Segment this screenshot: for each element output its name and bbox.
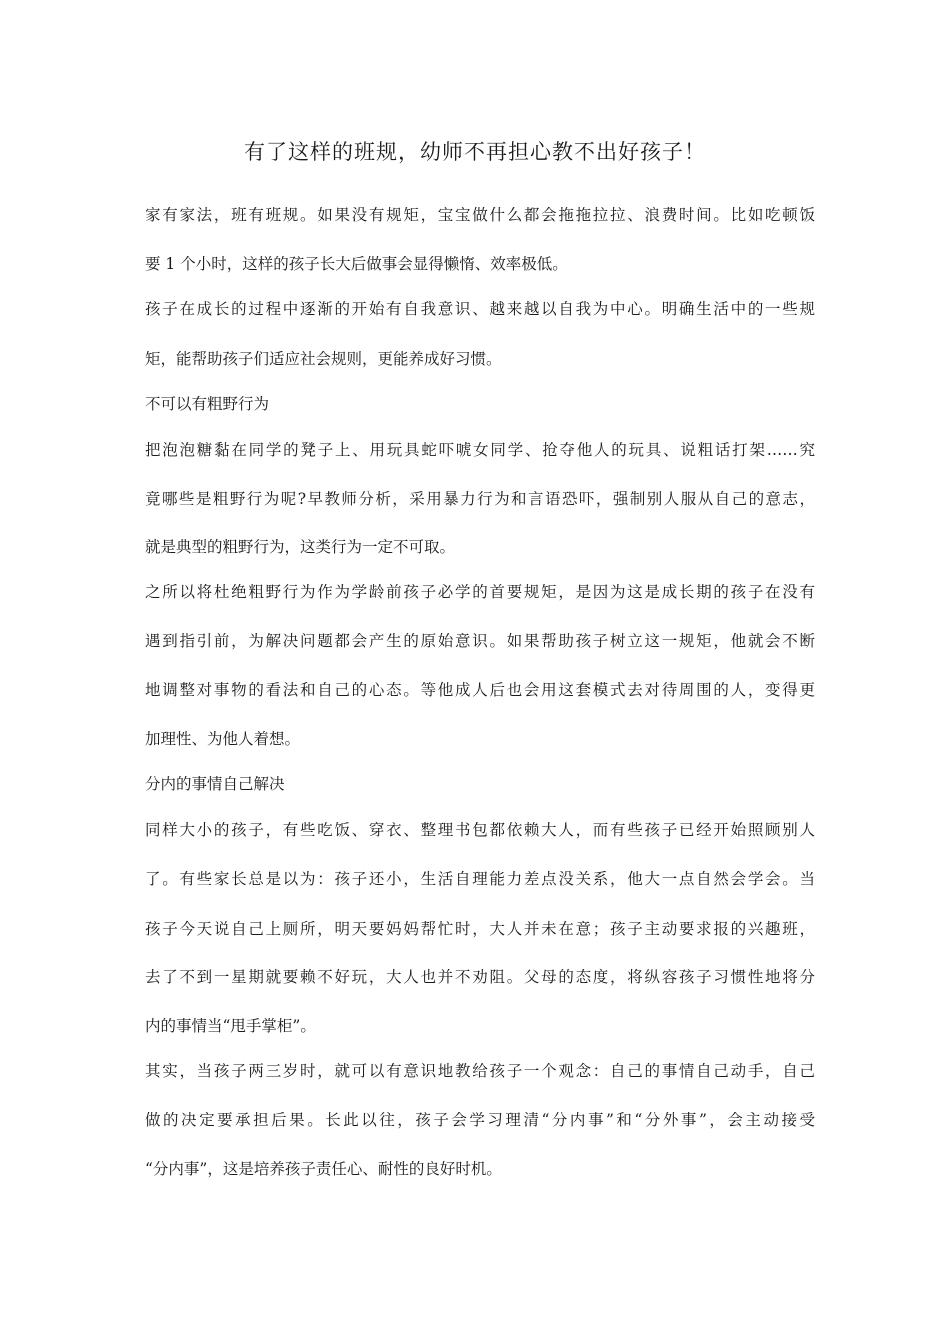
- paragraph-line: 做的决定要承担后果。长此以往，孩子会学习理清“分内事”和“分外事”，会主动接受: [145, 1111, 815, 1129]
- paragraph-line: 地调整对事物的看法和自己的心态。等他成人后也会用这套模式去对待周围的人，变得更: [145, 681, 815, 699]
- paragraph-line: 了。有些家长总是以为：孩子还小，生活自理能力差点没关系，他大一点自然会学会。当: [145, 870, 815, 888]
- section-heading: 不可以有粗野行为: [145, 395, 270, 413]
- paragraph-line: 家有家法，班有班规。如果没有规矩，宝宝做什么都会拖拖拉拉、浪费时间。比如吃顿饭: [145, 206, 815, 224]
- paragraph-line: 同样大小的孩子，有些吃饭、穿衣、整理书包都依赖大人，而有些孩子已经开始照顾别人: [145, 821, 815, 839]
- paragraph-line: 之所以将杜绝粗野行为作为学龄前孩子必学的首要规矩，是因为这是成长期的孩子在没有: [145, 583, 815, 601]
- paragraph-line: 就是典型的粗野行为，这类行为一定不可取。: [145, 538, 456, 556]
- paragraph-line: 孩子在成长的过程中逐渐的开始有自我意识、越来越以自我为中心。明确生活中的一些规: [145, 300, 815, 318]
- paragraph-line: 去了不到一星期就要赖不好玩，大人也并不劝阻。父母的态度，将纵容孩子习惯性地将分: [145, 968, 815, 986]
- paragraph-line: 要 1 个小时，这样的孩子长大后做事会显得懒惰、效率极低。: [145, 255, 568, 273]
- paragraph-line: 矩，能帮助孩子们适应社会规则，更能养成好习惯。: [145, 350, 502, 368]
- paragraph-line: 把泡泡糖黏在同学的凳子上、用玩具蛇吓唬女同学、抢夺他人的玩具、说粗话打架……究: [145, 441, 815, 459]
- paragraph-line: 其实，当孩子两三岁时，就可以有意识地教给孩子一个观念：自己的事情自己动手，自己: [145, 1062, 815, 1080]
- paragraph-line: “分内事”，这是培养孩子责任心、耐性的良好时机。: [145, 1160, 502, 1178]
- document-title: 有了这样的班规，幼师不再担心教不出好孩子！: [244, 140, 706, 164]
- paragraph-line: 遇到指引前，为解决问题都会产生的原始意识。如果帮助孩子树立这一规矩，他就会不断: [145, 632, 815, 650]
- paragraph-line: 加理性、为他人着想。: [145, 730, 301, 748]
- paragraph-line: 内的事情当“甩手掌柜”。: [145, 1017, 316, 1035]
- paragraph-line: 孩子今天说自己上厕所，明天要妈妈帮忙时，大人并未在意；孩子主动要求报的兴趣班，: [145, 920, 815, 938]
- paragraph-line: 竟哪些是粗野行为呢?早教师分析，采用暴力行为和言语恐吓，强制别人服从自己的意志，: [145, 490, 815, 508]
- section-heading: 分内的事情自己解决: [145, 775, 285, 793]
